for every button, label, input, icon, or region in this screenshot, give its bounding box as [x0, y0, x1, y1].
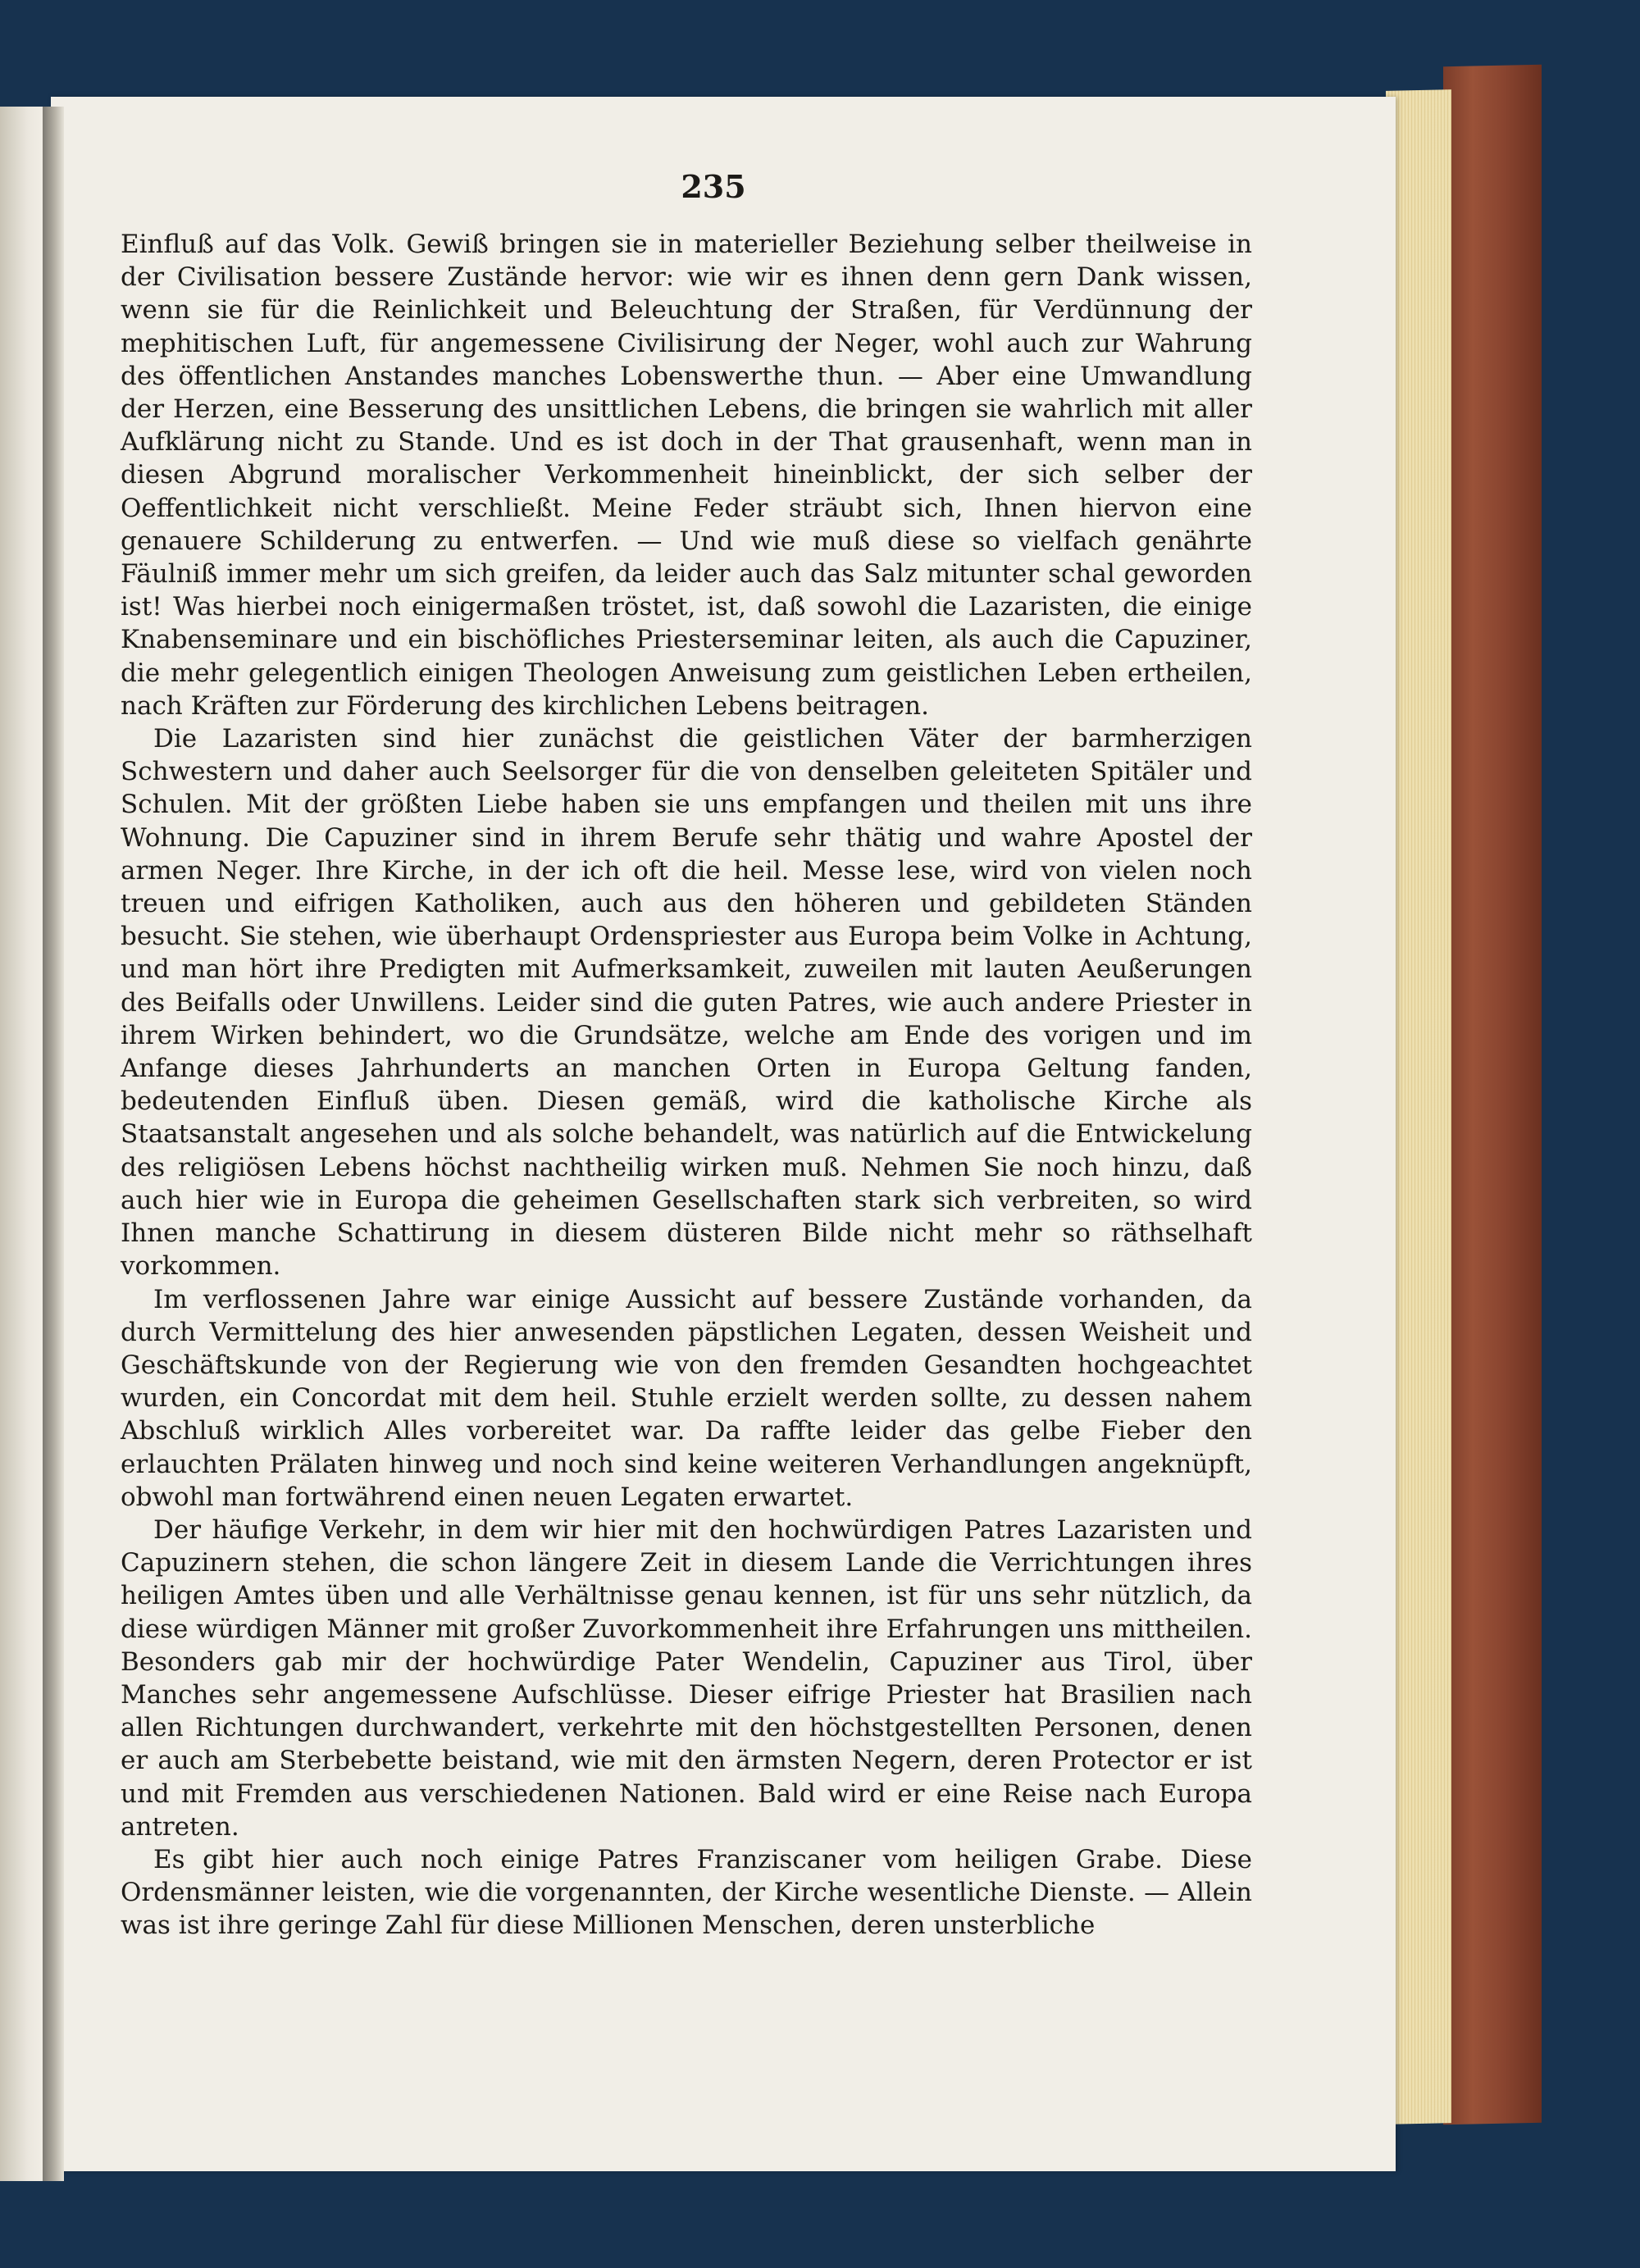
paragraph-2: Die Lazaristen sind hier zunächst die geistlichen Väter der barmherzigen Schwestern und daher auch Seelsorger für die von denselben geleiteten Spitäler und Schulen. Mit der größten Liebe haben sie uns empfangen und theilen mit uns ihre Wohnung. Die Capuziner sind in ihrem Berufe sehr thätig und wahre Apostel der armen Neger. Ihre Kirche, in der ich oft die heil. Messe lese, wird von vielen noch treuen und eifrigen Katholiken, auch aus den höheren und gebildeten Ständen besucht. Sie stehen, wie überhaupt Ordenspriester aus Europa beim Volke in Achtung, und man hört ihre Predigten mit Aufmerksamkeit, zuweilen mit lauten Aeußerungen des Beifalls oder Unwillens. Leider sind die guten Patres, wie auch andere Priester in ihrem Wirken behindert, wo die Grundsätze, welche am Ende des vorigen und im Anfange dieses Jahrhunderts an manchen Orten in Europa Geltung fanden, bedeutenden Einfluß üben. Diesen gemäß, wird die katholische Kirche als Staatsanstalt angesehen und als solche behandelt, was natürlich auf die Entwickelung des religiösen Lebens höchst nachtheilig wirken muß. Nehmen Sie noch hinzu, daß auch hier wie in Europa die geheimen Gesellschaften stark sich verbreiten, so wird Ihnen manche Schattirung in diesem düsteren Bilde nicht mehr so räthselhaft vorkommen. — [121, 724, 1252, 1282]
book-gutter — [43, 107, 64, 2181]
book-cover-edge — [1443, 65, 1542, 2125]
paragraph-4: Der häufige Verkehr, in dem wir hier mit den hochwürdigen Patres Lazaristen und Capuzinern stehen, die schon längere Zeit in diesem Lande die Verrichtungen ihres heiligen Amtes üben und alle Verhältnisse genau kennen, ist für uns sehr nützlich, da diese würdigen Männer mit großer Zuvorkommenheit ihre Erfahrungen uns mittheilen. Besonders gab mir der hochwürdige Pater Wendelin, Capuziner aus Tirol, über Manches sehr angemessene Aufschlüsse. Dieser eifrige Priester hat Brasilien nach allen Richtungen durchwandert, verkehrte mit den höchstgestellten Personen, denen er auch am Sterbebette beistand, wie mit den ärmsten Negern, deren Protector er ist und mit Fremden aus verschiedenen Nationen. Bald wird er eine Reise nach Europa antreten. — [121, 1514, 1252, 1842]
page-number: 235 — [681, 168, 746, 205]
page-edges — [1386, 89, 1451, 2125]
body-text — [121, 228, 1252, 1942]
paragraph-3: Im verflossenen Jahre war einige Aussicht auf bessere Zustände vorhanden, da durch Vermittelung des hier anwesenden päpstlichen Legaten, dessen Weisheit und Geschäftskunde von der Regierung wie von den fremden Gesandten hochgeachtet wurden, ein Concordat mit dem heil. Stuhle erzielt werden sollte, zu dessen nahem Abschluß wirklich Alles vorbereitet war. Da raffte leider das gelbe Fieber den erlauchten Prälaten hinweg und noch sind keine weiteren Verhandlungen angeknüpft, obwohl man fortwährend einen neuen Legaten erwartet. — [121, 1284, 1252, 1512]
paragraph-5: Es gibt hier auch noch einige Patres Franziscaner vom heiligen Grabe. Diese Ordensmänner leisten, wie die vorgenannten, der Kirche wesentliche Dienste. — Allein was ist ihre geringe Zahl für diese Millionen Menschen, deren unsterbliche — [121, 1844, 1252, 1941]
paragraph-1: Einfluß auf das Volk. Gewiß bringen sie in materieller Beziehung selber theilweise in der Civilisation bessere Zustände hervor: wie wir es ihnen denn gern Dank wissen, wenn sie für die Reinlichkeit und Beleuchtung der Straßen, für Verdünnung der mephitischen Luft, für angemessene Civilisirung der Neger, wohl auch zur Wahrung des öffentlichen Anstandes manches Lobenswerthe thun. — Aber eine Umwandlung der Herzen, eine Besserung des unsittlichen Lebens, die bringen sie wahrlich mit aller Aufklärung nicht zu Stande. Und es ist doch in der That grausenhaft, wenn man in diesen Abgrund moralischer Verkommenheit hineinblickt, der sich selber der Oeffentlichkeit nicht verschließt. Meine Feder sträubt sich, Ihnen hiervon eine genauere Schilderung zu entwerfen. — Und wie muß diese so vielfach genährte Fäulniß immer mehr um sich greifen, da leider auch das Salz mitunter schal geworden ist! Was hierbei noch einigermaßen tröstet, ist, daß sowohl die Lazaristen, die einige Knabenseminare und ein bischöfliches Priesterseminar leiten, als auch die Capuziner, die mehr gelegentlich einigen Theologen Anweisung zum geistlichen Leben ertheilen, nach Kräften zur Förderung des kirchlichen Lebens beitragen. — [121, 230, 1252, 721]
